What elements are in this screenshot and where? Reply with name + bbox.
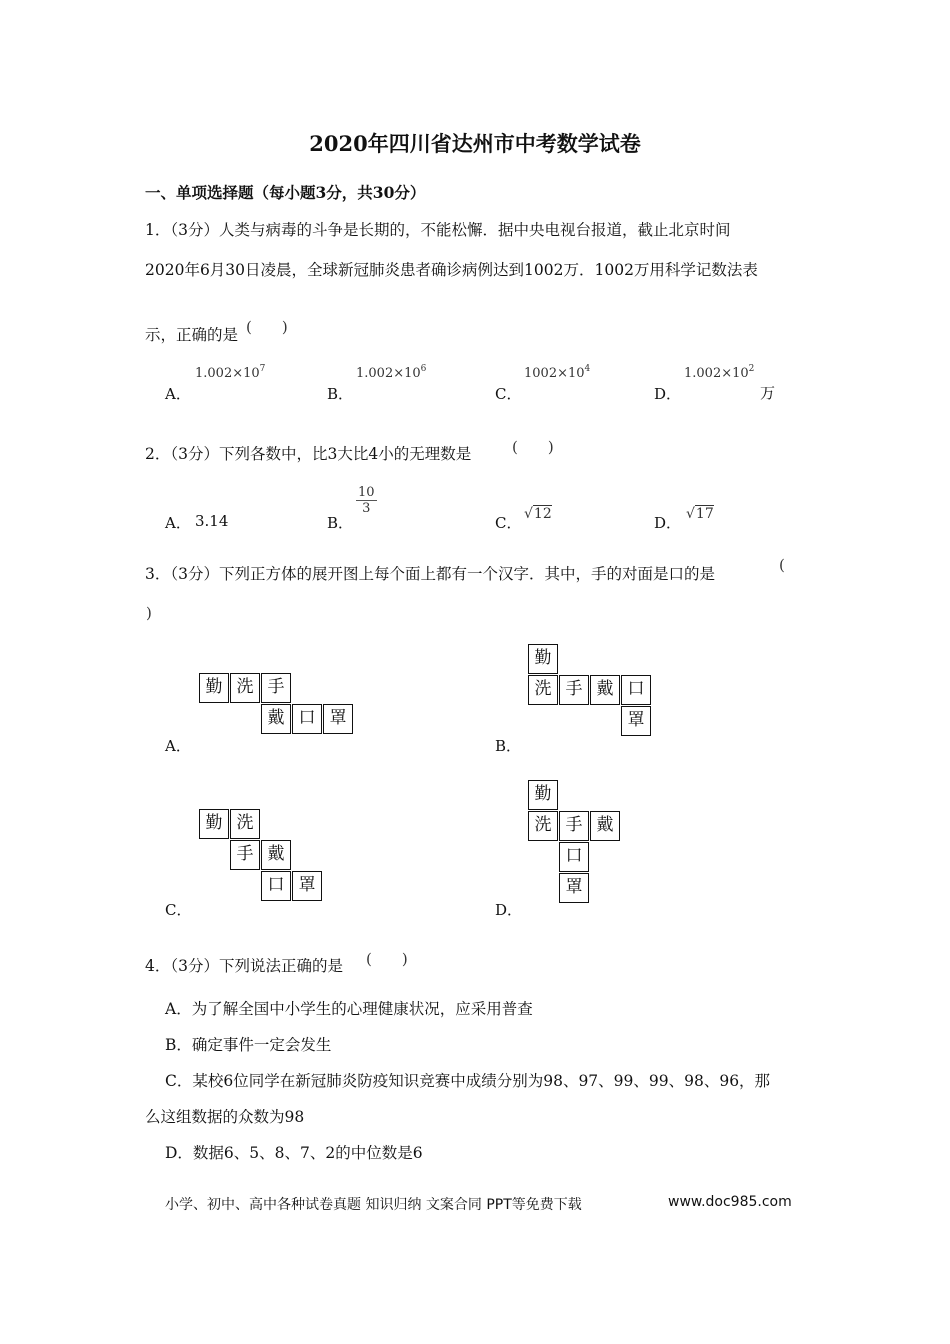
q2-option-b-label: B． [327, 514, 354, 532]
q4-paren: ( ) [366, 950, 408, 968]
footer-text: 小学、初中、高中各种试卷真题 知识归纳 文案合同 PPT等免费下载 [165, 1197, 582, 1213]
q4-text: 4．（3分）下列说法正确的是 [145, 957, 343, 975]
q1-option-b-label: B． [327, 385, 354, 403]
section-heading: 一、单项选择题（每小题3分，共30分） [145, 183, 426, 202]
net-cell: 口 [292, 704, 322, 734]
net-cell: 勤 [528, 780, 558, 810]
net-cell: 手 [559, 675, 589, 705]
sqrt-radicand: 17 [695, 506, 714, 522]
q3-paren-close: ) [146, 604, 152, 622]
net-cell: 罩 [621, 706, 651, 736]
q3-option-c-label: C． [165, 901, 192, 919]
q1-option-b-value: $1.002\times 10^6$ [356, 364, 427, 381]
q1-line2: 2020年6月30日凌晨，全球新冠肺炎患者确诊病例达到1002万．1002万用科学记数法表 [145, 261, 758, 279]
q3-option-a-label: A． [165, 737, 191, 755]
net-cell: 戴 [261, 840, 291, 870]
q2-option-c-sqrt: √12 [524, 506, 552, 522]
q2-option-a-value: 3.14 [195, 512, 229, 530]
net-cell: 罩 [323, 704, 353, 734]
footer-url[interactable]: www.doc985.com [668, 1194, 792, 1210]
net-cell: 手 [230, 840, 260, 870]
q1-option-d-value: $1.002\times 10^2$ [684, 364, 755, 381]
q4-option-a: A．为了解全国中小学生的心理健康状况，应采用普查 [165, 1000, 533, 1018]
q1-paren: ( ) [246, 318, 288, 336]
q3-option-b-label: B． [495, 737, 522, 755]
q3-option-d-label: D． [495, 901, 523, 919]
q1-option-a-value: $1.002\times 10^7$ [195, 364, 266, 381]
net-cell: 洗 [528, 811, 558, 841]
net-cell: 勤 [528, 644, 558, 674]
net-cell: 手 [559, 811, 589, 841]
net-cell: 罩 [559, 873, 589, 903]
net-cell: 戴 [590, 811, 620, 841]
q2-text: 2．（3分）下列各数中，比3大比4小的无理数是 [145, 445, 472, 463]
q2-option-c-label: C． [495, 514, 522, 532]
q1-option-a-label: A． [165, 385, 191, 403]
q1-option-d-suffix: 万 [760, 384, 776, 402]
net-cell: 口 [559, 842, 589, 872]
fraction-numerator: 10 [358, 485, 375, 500]
q2-option-d-sqrt: √17 [686, 506, 714, 522]
fraction-denominator: 3 [362, 501, 371, 516]
q1-option-d-label: D． [654, 385, 682, 403]
q1-option-c-label: C． [495, 385, 522, 403]
q1-option-c-value: $1002\times 10^4$ [524, 364, 591, 381]
net-cell: 手 [261, 673, 291, 703]
net-cell: 罩 [292, 871, 322, 901]
net-cell: 洗 [230, 809, 260, 839]
q4-option-c-line2: 么这组数据的众数为98 [145, 1108, 305, 1126]
net-cell: 勤 [199, 673, 229, 703]
q4-option-b: B．确定事件一定会发生 [165, 1036, 332, 1054]
net-cell: 勤 [199, 809, 229, 839]
net-cell: 口 [621, 675, 651, 705]
q3-text: 3．（3分）下列正方体的展开图上每个面上都有一个汉字．其中，手的对面是口的是 [145, 565, 715, 583]
q3-paren-open: ( [779, 556, 785, 574]
q2-option-a-label: A． [165, 514, 191, 532]
q4-option-c-line1: C．某校6位同学在新冠肺炎防疫知识竞赛中成绩分别为98、97、99、99、98、96，那 [165, 1072, 771, 1090]
net-cell: 戴 [590, 675, 620, 705]
exam-title: 2020年四川省达州市中考数学试卷 [309, 131, 641, 156]
sqrt-radicand: 12 [533, 506, 552, 522]
q4-option-d: D．数据6、5、8、7、2的中位数是6 [165, 1144, 423, 1162]
q1-line3: 示，正确的是 [145, 326, 239, 344]
q1-line1: 1．（3分）人类与病毒的斗争是长期的，不能松懈．据中央电视台报道，截止北京时间 [145, 221, 731, 239]
q2-option-d-label: D． [654, 514, 682, 532]
net-cell: 戴 [261, 704, 291, 734]
net-cell: 洗 [230, 673, 260, 703]
q2-option-b-fraction [356, 485, 377, 516]
net-cell: 洗 [528, 675, 558, 705]
net-cell: 口 [261, 871, 291, 901]
q2-paren: ( ) [512, 438, 554, 456]
